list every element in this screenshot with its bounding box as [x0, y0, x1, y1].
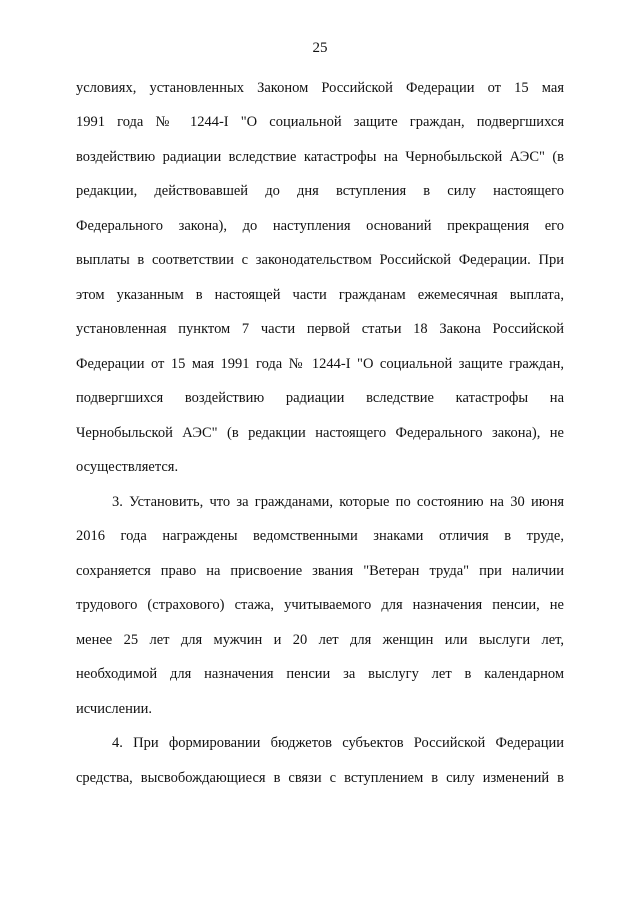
text-line: 1991 года № 1244-I "О социальной защите граждан, подвергшихся: [76, 114, 564, 130]
paragraph-3-first-line: 3. Установить, что за гражданами, которые по состоянию на 30 июня: [112, 494, 564, 510]
text-line: осуществляется.: [76, 459, 179, 475]
text-line: менее 25 лет для мужчин и 20 лет для женщин или выслуги лет,: [76, 632, 564, 648]
paragraph-4-first-line: 4. При формировании бюджетов субъектов Российской Федерации: [112, 735, 564, 751]
text-line: необходимой для назначения пенсии за выслугу лет в календарном: [76, 666, 564, 682]
text-line: условиях, установленных Законом Российской Федерации от 15 мая: [76, 80, 564, 96]
text-line: Федерального закона), до наступления оснований прекращения его: [76, 218, 564, 234]
text-line: воздействию радиации вследствие катастрофы на Чернобыльской АЭС" (в: [76, 149, 564, 165]
text-line: установленная пунктом 7 части первой статьи 18 Закона Российской: [76, 321, 564, 337]
text-line: подвергшихся воздействию радиации вследствие катастрофы на: [76, 390, 564, 406]
text-line: исчислении.: [76, 701, 152, 717]
text-line: 2016 года награждены ведомственными знаками отличия в труде,: [76, 528, 564, 544]
text-line: редакции, действовавшей до дня вступления в силу настоящего: [76, 183, 564, 199]
text-line: выплаты в соответствии с законодательством Российской Федерации. При: [76, 252, 564, 268]
text-line: средства, высвобождающиеся в связи с вступлением в силу изменений в: [76, 770, 564, 786]
text-line: сохраняется право на присвоение звания "Ветеран труда" при наличии: [76, 563, 564, 579]
page-number: 25: [312, 40, 328, 56]
text-line: Чернобыльской АЭС" (в редакции настоящего Федерального закона), не: [76, 425, 564, 441]
text-line: этом указанным в настоящей части гражданам ежемесячная выплата,: [76, 287, 564, 303]
text-line: трудового (страхового) стажа, учитываемого для назначения пенсии, не: [76, 597, 564, 613]
text-line: Федерации от 15 мая 1991 года № 1244-I "О социальной защите граждан,: [76, 356, 564, 372]
